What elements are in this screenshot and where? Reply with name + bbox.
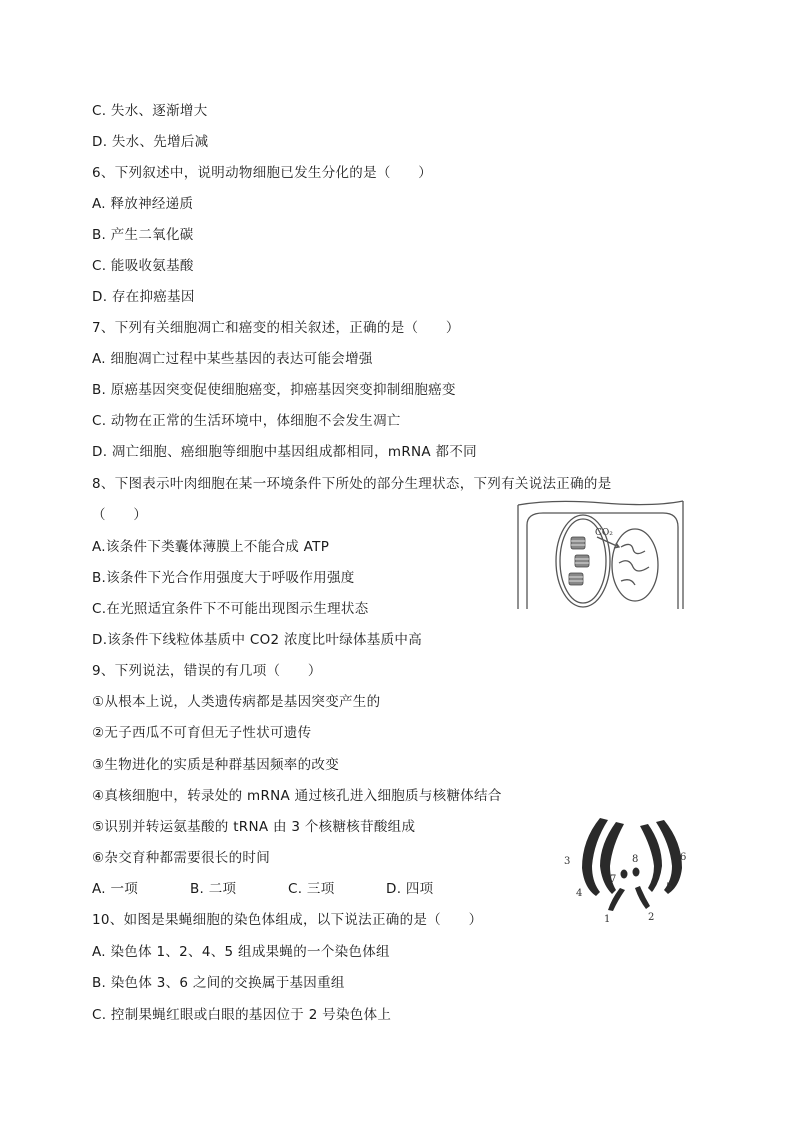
q9-item-4: ④真核细胞中，转录处的 mRNA 通过核孔进入细胞质与核糖体结合 <box>92 788 502 804</box>
q9-options <box>92 879 433 899</box>
cell-wall-top <box>518 501 683 505</box>
q8-stem-paren: （ ） <box>92 507 148 523</box>
q9-option-d: D. 四项 <box>386 881 434 897</box>
label-1: 1 <box>604 914 611 925</box>
co2-label: CO₂ <box>595 528 613 538</box>
q7-option-b: B. 原癌基因突变促使细胞癌变，抑癌基因突变抑制细胞癌变 <box>92 382 456 398</box>
q9-item-5: ⑤识别并转运氨基酸的 tRNA 由 3 个核糖核苷酸组成 <box>92 819 416 835</box>
q9-item-1: ①从根本上说，人类遗传病都是基因突变产生的 <box>92 694 381 710</box>
q5-option-c: C. 失水、逐渐增大 <box>92 103 208 119</box>
mitochondrion-outline <box>612 529 658 601</box>
q8-option-c: C.在光照适宜条件下不可能出现图示生理状态 <box>92 601 369 617</box>
q8-option-a: A.该条件下类囊体薄膜上不能合成 ATP <box>92 539 330 555</box>
q8-option-b: B.该条件下光合作用强度大于呼吸作用强度 <box>92 570 355 586</box>
q9-option-a: A. 一项 <box>92 881 139 897</box>
granum-3 <box>569 573 583 585</box>
chromosome-8 <box>633 868 640 877</box>
q9-item-3: ③生物进化的实质是种群基因频率的改变 <box>92 757 340 773</box>
q8-stem: 8、下图表示叶肉细胞在某一环境条件下所处的部分生理状态，下列有关说法正确的是 <box>92 476 612 492</box>
q10-option-a: A. 染色体 1、2、4、5 组成果蝇的一个染色体组 <box>92 944 390 960</box>
q9-option-b: B. 二项 <box>190 881 237 897</box>
q6-option-d: D. 存在抑癌基因 <box>92 289 195 305</box>
q7-option-a: A. 细胞凋亡过程中某些基因的表达可能会增强 <box>92 351 373 367</box>
label-6: 6 <box>680 852 687 863</box>
leaf-cell-diagram <box>513 497 688 612</box>
label-4: 4 <box>576 888 583 899</box>
label-2: 2 <box>648 912 655 923</box>
q10-option-b: B. 染色体 3、6 之间的交换属于基因重组 <box>92 975 345 991</box>
granum-1 <box>571 537 585 549</box>
chromosome-7 <box>621 870 628 879</box>
q9-stem: 9、下列说法，错误的有几项（ ） <box>92 663 322 679</box>
label-3: 3 <box>564 856 571 867</box>
label-7: 7 <box>610 874 617 885</box>
q6-stem: 6、下列叙述中，说明动物细胞已发生分化的是（ ） <box>92 165 433 181</box>
q7-stem: 7、下列有关细胞凋亡和癌变的相关叙述，正确的是（ ） <box>92 320 460 336</box>
label-8: 8 <box>632 854 639 865</box>
q9-item-2: ②无子西瓜不可育但无子性状可遗传 <box>92 725 312 741</box>
q6-option-c: C. 能吸收氨基酸 <box>92 258 194 274</box>
chromosome-5 <box>640 824 662 892</box>
mitochondrion-cristae <box>619 544 649 585</box>
chromosome-2 <box>635 886 650 909</box>
fruit-fly-chromosome-diagram <box>560 810 695 928</box>
granum-2 <box>575 555 589 567</box>
q5-option-d: D. 失水、先增后减 <box>92 134 209 150</box>
q9-item-6: ⑥杂交育种都需要很长的时间 <box>92 850 271 866</box>
q6-option-a: A. 释放神经递质 <box>92 196 194 212</box>
q9-option-c: C. 三项 <box>288 881 335 897</box>
q10-stem: 10、如图是果蝇细胞的染色体组成，以下说法正确的是（ ） <box>92 912 483 928</box>
q7-option-d: D. 凋亡细胞、癌细胞等细胞中基因组成都相同，mRNA 都不同 <box>92 444 477 460</box>
label-5: 5 <box>666 882 673 893</box>
q8-option-d: D.该条件下线粒体基质中 CO2 浓度比叶绿体基质中高 <box>92 632 423 648</box>
q6-option-b: B. 产生二氧化碳 <box>92 227 194 243</box>
q10-option-c: C. 控制果蝇红眼或白眼的基因位于 2 号染色体上 <box>92 1007 392 1023</box>
q7-option-c: C. 动物在正常的生活环境中，体细胞不会发生凋亡 <box>92 413 401 429</box>
